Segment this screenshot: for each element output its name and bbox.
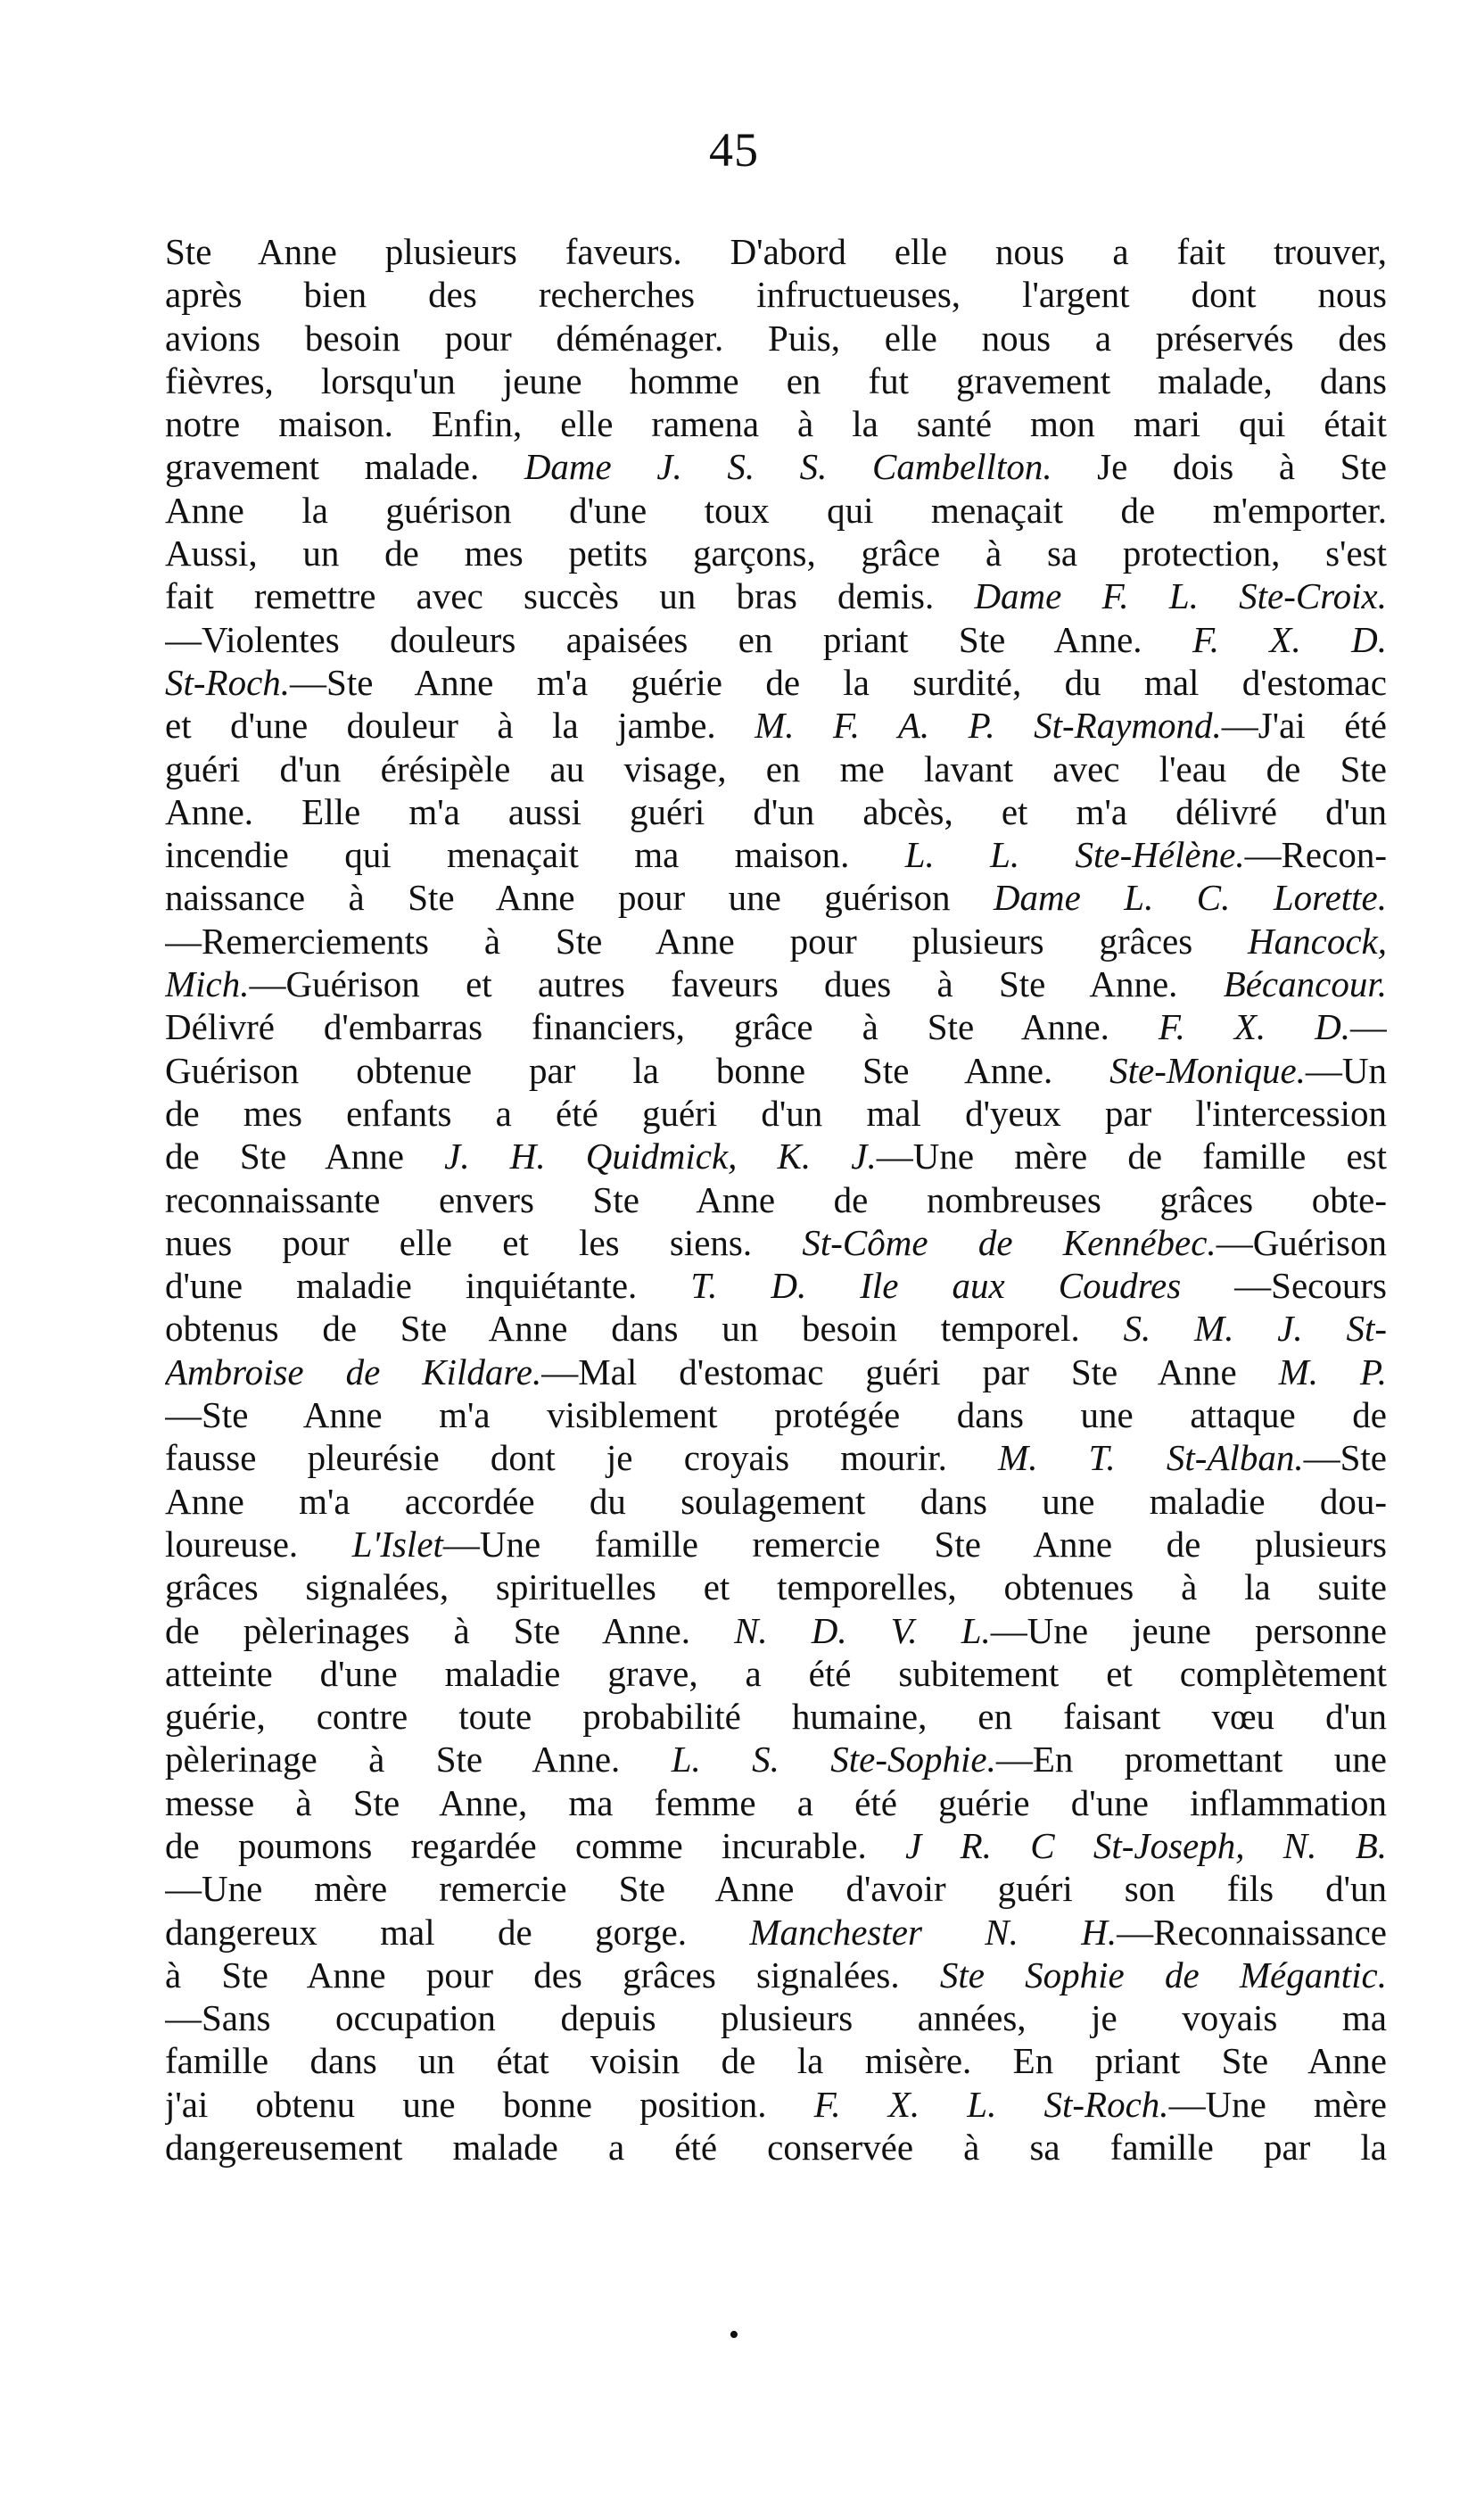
text-segment: reconnaissante envers Ste Anne de nombreuses grâces obte- bbox=[165, 1178, 1387, 1220]
text-segment: d'une maladie inquiétante. bbox=[165, 1265, 691, 1307]
italic-attribution: F. X. L. St-Roch. bbox=[813, 2083, 1169, 2125]
text-line bbox=[165, 2039, 1387, 2082]
text-segment: pèlerinage à Ste Anne. bbox=[165, 1739, 672, 1781]
italic-attribution: Ste Sophie de Mégantic. bbox=[939, 1954, 1387, 1995]
text-segment: Délivré d'embarras financiers, grâce à Ste Anne. bbox=[165, 1006, 1159, 1048]
text-segment: de pèlerinages à Ste Anne. bbox=[165, 1609, 735, 1651]
text-line bbox=[165, 1049, 1387, 1092]
text-line bbox=[165, 445, 1387, 488]
text-segment: grâces signalées, spirituelles et temporelles, obtenues à la suite bbox=[165, 1566, 1387, 1608]
text-segment: notre maison. Enfin, elle ramena à la santé mon mari qui était bbox=[165, 403, 1387, 445]
text-line bbox=[165, 618, 1387, 661]
text-line bbox=[165, 2126, 1387, 2169]
italic-attribution: St-Côme de Kennébec. bbox=[802, 1221, 1216, 1263]
text-line bbox=[165, 1781, 1387, 1824]
text-line bbox=[165, 1996, 1387, 2039]
text-line bbox=[165, 1523, 1387, 1566]
text-line bbox=[165, 963, 1387, 1005]
italic-attribution: Bécancour. bbox=[1223, 963, 1387, 1005]
italic-attribution: F. X. D. bbox=[1158, 1006, 1350, 1048]
text-line bbox=[165, 1221, 1387, 1264]
text-segment: fausse pleurésie dont je croyais mourir. bbox=[165, 1437, 999, 1479]
text-segment: —Reconnaissance bbox=[1117, 1911, 1387, 1953]
text-segment: Je dois à Ste bbox=[1052, 446, 1387, 488]
text-line bbox=[165, 1264, 1387, 1307]
italic-attribution: Ste-Monique. bbox=[1109, 1049, 1306, 1091]
body-text bbox=[165, 230, 1387, 2169]
italic-attribution: L'Islet bbox=[351, 1523, 443, 1565]
text-line bbox=[165, 1566, 1387, 1608]
text-segment: —En promettant une bbox=[995, 1739, 1387, 1781]
italic-attribution: S. M. J. St- bbox=[1123, 1308, 1387, 1350]
text-segment: —Un bbox=[1305, 1049, 1387, 1091]
text-segment: —J'ai été bbox=[1221, 705, 1387, 747]
text-line bbox=[165, 1393, 1387, 1436]
text-segment: de Ste Anne bbox=[165, 1136, 445, 1177]
text-segment: guérie, contre toute probabilité humaine, en faisant vœu d'un bbox=[165, 1696, 1387, 1738]
text-segment: nues pour elle et les siens. bbox=[165, 1221, 803, 1263]
text-segment: fièvres, lorsqu'un jeune homme en fut gravement malade, dans bbox=[165, 359, 1387, 401]
text-line bbox=[165, 1092, 1387, 1135]
text-line bbox=[165, 1695, 1387, 1738]
page-number: 45 bbox=[709, 123, 759, 177]
text-segment: Aussi, un de mes petits garçons, grâce à sa protection, s'est bbox=[165, 533, 1387, 574]
text-segment: —Recon- bbox=[1244, 834, 1387, 876]
text-segment: —Guérison et autres faveurs dues à Ste Anne. bbox=[249, 963, 1224, 1005]
text-segment: obtenus de Ste Anne dans un besoin temporel. bbox=[165, 1308, 1124, 1350]
text-line bbox=[165, 1738, 1387, 1781]
text-line bbox=[165, 273, 1387, 316]
text-segment: atteinte d'une maladie grave, a été subitement et complètement bbox=[165, 1652, 1387, 1694]
text-segment: —Violentes douleurs apaisées en priant Ste Anne. bbox=[165, 618, 1192, 660]
text-line bbox=[165, 359, 1387, 402]
text-segment: — bbox=[1350, 1006, 1387, 1048]
text-line bbox=[165, 1824, 1387, 1867]
text-segment: dangereusement malade a été conservée à sa famille par la bbox=[165, 2127, 1387, 2169]
italic-attribution: Manchester N. H. bbox=[749, 1911, 1117, 1953]
text-line bbox=[165, 661, 1387, 704]
text-line bbox=[165, 1652, 1387, 1695]
text-segment: Ste Anne plusieurs faveurs. D'abord elle nous a fait trouver, bbox=[165, 231, 1387, 272]
text-segment: famille dans un état voisin de la misère. En priant Ste Anne bbox=[165, 2040, 1387, 2082]
text-line bbox=[165, 1351, 1387, 1393]
text-segment: Anne m'a accordée du soulagement dans une maladie dou- bbox=[165, 1480, 1387, 1522]
text-line bbox=[165, 1609, 1387, 1652]
text-line bbox=[165, 574, 1387, 617]
printer-ornament: • bbox=[729, 2318, 739, 2351]
text-segment: —Une mère de famille est bbox=[876, 1136, 1387, 1177]
text-line bbox=[165, 1005, 1387, 1048]
text-line bbox=[165, 2083, 1387, 2126]
text-line bbox=[165, 1135, 1387, 1177]
text-line bbox=[165, 833, 1387, 876]
text-segment: —Remerciements à Ste Anne pour plusieurs grâces bbox=[165, 920, 1249, 962]
italic-attribution: St-Roch. bbox=[165, 661, 291, 703]
text-segment: —Une mère remercie Ste Anne d'avoir guéri son fils d'un bbox=[165, 1868, 1387, 1910]
italic-attribution: Dame J. S. S. Cambellton. bbox=[524, 446, 1052, 488]
text-segment: Anne. Elle m'a aussi guéri d'un abcès, et m'a délivré d'un bbox=[165, 790, 1387, 832]
text-segment: et d'une douleur à la jambe. bbox=[165, 705, 755, 747]
text-line bbox=[165, 920, 1387, 963]
text-segment: —Guérison bbox=[1216, 1221, 1387, 1263]
text-segment: Anne la guérison d'une toux qui menaçait de m'emporter. bbox=[165, 489, 1387, 531]
text-segment: —Une famille remercie Ste Anne de plusieurs bbox=[442, 1523, 1387, 1565]
text-segment: —Mal d'estomac guéri par Ste Anne bbox=[541, 1351, 1279, 1392]
text-segment: —Ste Anne m'a guérie de la surdité, du mal d'estomac bbox=[290, 661, 1387, 703]
text-segment: j'ai obtenu une bonne position. bbox=[165, 2083, 814, 2125]
text-segment: —Ste bbox=[1303, 1437, 1387, 1479]
text-segment: —Sans occupation depuis plusieurs années, je voyais ma bbox=[165, 1997, 1387, 2039]
italic-attribution: N. D. V. L. bbox=[734, 1609, 991, 1651]
text-line bbox=[165, 230, 1387, 273]
text-segment: incendie qui menaçait ma maison. bbox=[165, 834, 905, 876]
text-segment: messe à Ste Anne, ma femme a été guérie d'une inflammation bbox=[165, 1781, 1387, 1823]
text-segment: gravement malade. bbox=[165, 446, 524, 488]
italic-attribution: Mich. bbox=[165, 963, 250, 1005]
text-segment: —Secours bbox=[1181, 1265, 1387, 1307]
italic-attribution: Hancock, bbox=[1248, 920, 1387, 962]
italic-attribution: L. L. Ste-Hélène. bbox=[904, 834, 1245, 876]
text-segment: —Une jeune personne bbox=[990, 1609, 1387, 1651]
text-segment: naissance à Ste Anne pour une guérison bbox=[165, 877, 994, 919]
text-segment: de mes enfants a été guéri d'un mal d'yeux par l'intercession bbox=[165, 1092, 1387, 1134]
italic-attribution: M. F. A. P. St-Raymond. bbox=[755, 705, 1222, 747]
italic-attribution: Ambroise de Kildare. bbox=[165, 1351, 542, 1392]
text-line bbox=[165, 748, 1387, 790]
italic-attribution: M. P. bbox=[1278, 1351, 1387, 1392]
text-line bbox=[165, 1480, 1387, 1523]
text-segment: après bien des recherches infructueuses, l'argent dont nous bbox=[165, 274, 1387, 316]
text-segment: —Une mère bbox=[1168, 2083, 1387, 2125]
text-segment: Guérison obtenue par la bonne Ste Anne. bbox=[165, 1049, 1110, 1091]
italic-attribution: Dame F. L. Ste-Croix. bbox=[974, 575, 1387, 617]
italic-attribution: T. D. Ile aux Coudres bbox=[690, 1265, 1182, 1307]
text-line bbox=[165, 317, 1387, 359]
text-segment: de poumons regardée comme incurable. bbox=[165, 1824, 906, 1866]
italic-attribution: J. H. Quidmick, K. J. bbox=[444, 1136, 877, 1177]
italic-attribution: F. X. D. bbox=[1192, 618, 1387, 660]
text-line bbox=[165, 1911, 1387, 1954]
text-segment: guéri d'un érésipèle au visage, en me lavant avec l'eau de Ste bbox=[165, 748, 1387, 789]
text-line bbox=[165, 1178, 1387, 1221]
italic-attribution: J R. C St-Joseph, N. B. bbox=[905, 1824, 1387, 1866]
text-segment: dangereux mal de gorge. bbox=[165, 1911, 750, 1953]
text-line bbox=[165, 704, 1387, 747]
text-line bbox=[165, 876, 1387, 919]
italic-attribution: Dame L. C. Lorette. bbox=[993, 877, 1387, 919]
text-line bbox=[165, 1436, 1387, 1479]
text-segment: —Ste Anne m'a visiblement protégée dans une attaque de bbox=[165, 1394, 1387, 1436]
text-segment: à Ste Anne pour des grâces signalées. bbox=[165, 1954, 940, 1995]
text-line bbox=[165, 402, 1387, 445]
text-segment: fait remettre avec succès un bras demis. bbox=[165, 575, 975, 617]
text-line bbox=[165, 532, 1387, 574]
text-segment: loureuse. bbox=[165, 1523, 352, 1565]
text-line bbox=[165, 790, 1387, 833]
text-line bbox=[165, 1307, 1387, 1350]
text-line bbox=[165, 1954, 1387, 1996]
italic-attribution: M. T. St-Alban. bbox=[998, 1437, 1304, 1479]
text-line bbox=[165, 1867, 1387, 1910]
text-segment: avions besoin pour déménager. Puis, elle nous a préservés des bbox=[165, 317, 1387, 359]
text-line bbox=[165, 489, 1387, 532]
italic-attribution: L. S. Ste-Sophie. bbox=[671, 1739, 996, 1781]
